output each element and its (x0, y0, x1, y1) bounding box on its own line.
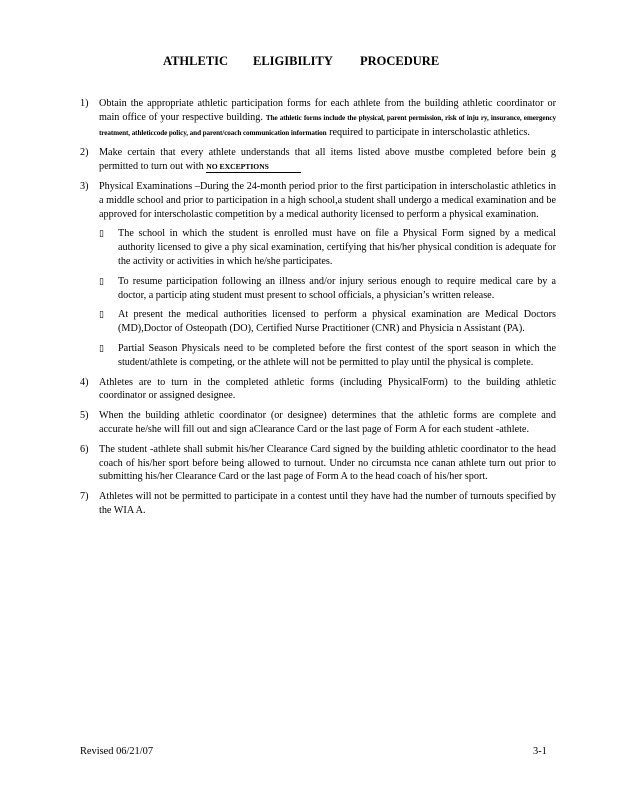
sub-item (99, 227, 556, 268)
title-word-eligibility: ELIGIBILITY (253, 54, 333, 68)
title-word-procedure: PROCEDURE (360, 54, 440, 68)
item-text: Obtain the appropriate athletic participation forms for each athlete from the building athletic coordinator or main office of your respective building. The athletic forms include the physical, parent permission, risk of inju ry, insurance, emergency treatment, athleticcode policy, and parent/coach communication information required to participate in interscholastic athletics. (99, 98, 556, 138)
sub-item-text: The school in which the student is enrolled must have on file a Physical Form signed by a medical authority licensed to give a phy sical examination, certifying that his/her physical condition is adequate for the activity or activities in which he/she participates. (118, 228, 556, 267)
procedure-list (80, 97, 556, 524)
item-number: 2) (80, 147, 89, 159)
list-item (80, 180, 556, 370)
item-number: 6) (80, 443, 89, 455)
item-text: Make certain that every athlete understands that all items listed above mustbe completed before bein g permitted to turn out with NO EXCEPTIONS (99, 147, 556, 173)
list-item (80, 146, 556, 174)
list-item (80, 376, 556, 404)
sub-item-text: At present the medical authorities licensed to perform a physical examination are Medical Doctors (MD),Doctor of Osteopath (DO), Certified Nurse Practitioner (CNR) and Physicia n Assistant (PA). (118, 309, 556, 335)
bullet-box-icon: ▯ (99, 228, 104, 239)
list-item (80, 490, 556, 518)
item-text: Athletes will not be permitted to participate in a contest until they have had the number of turnouts specified by the WIA A. (99, 491, 556, 516)
item-number: 5) (80, 410, 89, 422)
page-title (0, 54, 618, 70)
sub-item (99, 342, 556, 370)
bullet-box-icon: ▯ (99, 275, 104, 286)
page-number: 3-1 (533, 746, 547, 757)
sub-item-text: Partial Season Physicals need to be completed before the first contest of the sport season in which the student/athlete is competing, or the athlete will not be permitted to play until the physical is complete. (118, 342, 556, 368)
title-word-athletic: ATHLETIC (163, 54, 229, 68)
bullet-box-icon: ▯ (99, 342, 104, 353)
list-item (80, 409, 556, 437)
bullet-box-icon: ▯ (99, 309, 104, 320)
item-number: 1) (80, 98, 89, 109)
revision-date: Revised 06/21/07 (80, 746, 154, 757)
small-print: The athletic forms include the physical, parent permission, risk of inju ry, insurance, emergency treatment, athleticcode policy, and parent/coach communication information (99, 113, 556, 137)
item-text: Physical Examinations –During the 24-month period prior to the first participation in interscholastic athletics in a middle school and prior to participation in a high school,a student shall undergo a medical examination and be approved for interscholastic competition by a medical authority licensed to perform a physical examination. (99, 180, 556, 220)
sub-item (99, 275, 556, 303)
item-number: 4) (80, 376, 89, 388)
no-exceptions-emphasis: NO EXCEPTIONS (206, 162, 301, 173)
list-item (80, 97, 556, 140)
item-number: 7) (80, 491, 89, 503)
item-number: 3) (80, 180, 89, 192)
sub-item (99, 308, 556, 336)
item-text: The student -athlete shall submit his/her Clearance Card signed by the building athletic coordinator to the head coach of his/her sport before being allowed to turnout. Under no circumsta nce canan athlete turn out prior to submitting his/her Clearance Card or the last page of Form A to the head coach of his/her sport. (99, 443, 556, 483)
sub-item-text: To resume participation following an illness and/or injury serious enough to require medical care by a doctor, a particip ating student must present to school officials, a physician’s written release. (118, 275, 556, 301)
item-text: When the building athletic coordinator (or designee) determines that the athletic forms are complete and accurate he/she will fill out and sign aClearance Card or the last page of Form A for each student -athlete. (99, 410, 556, 435)
item-text: Athletes are to turn in the completed athletic forms (including PhysicalForm) to the building athletic coordinator or assigned designee. (99, 376, 556, 402)
list-item (80, 443, 556, 484)
